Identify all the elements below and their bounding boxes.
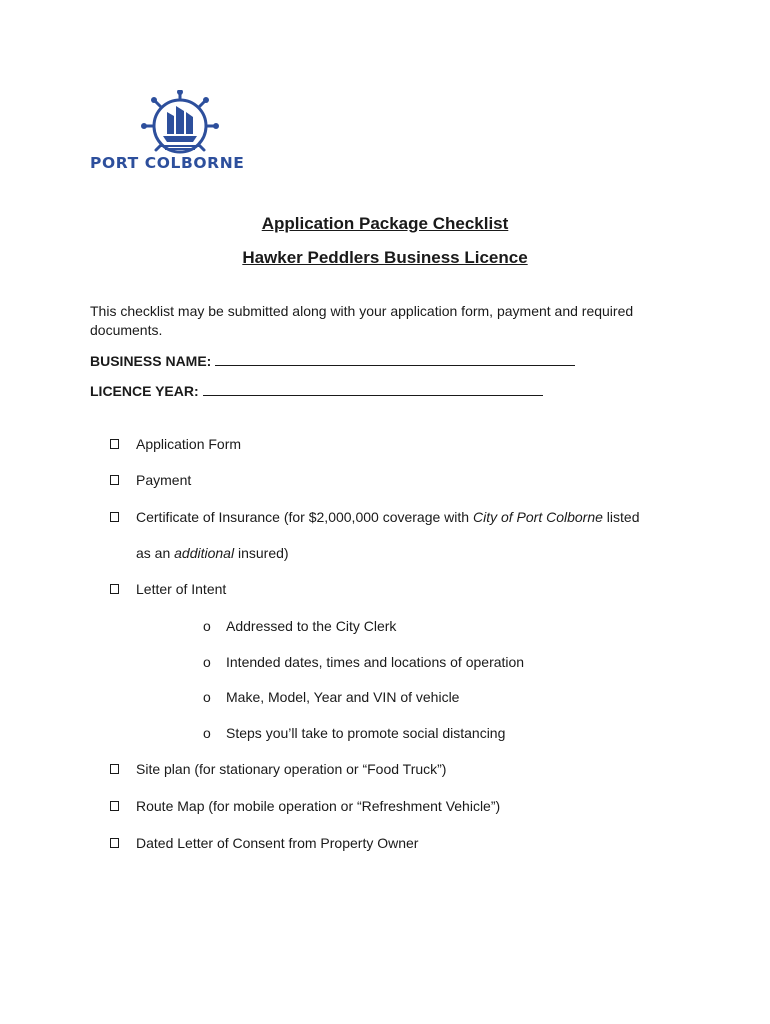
- business-name-label: BUSINESS NAME:: [90, 353, 212, 369]
- logo-wordmark: PORT COLBORNE: [90, 154, 245, 172]
- item-label: Letter of Intent: [136, 581, 227, 597]
- item-label: Certificate of Insurance (for $2,000,000 coverage with City of Port Colborne listed: [136, 509, 640, 525]
- bullet-icon: o: [203, 654, 211, 670]
- business-name-blank[interactable]: [215, 351, 575, 366]
- sub-item-label: Intended dates, times and locations of operation: [226, 654, 525, 670]
- checkbox-icon[interactable]: [110, 838, 119, 848]
- checkbox-icon[interactable]: [110, 512, 119, 522]
- ship-wheel-icon: [137, 90, 223, 156]
- intro-text: This checklist may be submitted along with your application form, payment and required documents.: [90, 303, 634, 338]
- item-label: Application Form: [136, 436, 242, 452]
- checkbox-icon[interactable]: [110, 584, 119, 594]
- bullet-icon: o: [203, 618, 211, 634]
- sub-item-label: Steps you’ll take to promote social distancing: [226, 725, 506, 741]
- sub-item-label: Make, Model, Year and VIN of vehicle: [226, 689, 460, 705]
- licence-year-field: [90, 381, 543, 399]
- sub-item-label: Addressed to the City Clerk: [226, 618, 397, 634]
- bullet-icon: o: [203, 725, 211, 741]
- item-label: Dated Letter of Consent from Property Owner: [136, 835, 419, 851]
- port-colborne-logo: [90, 90, 280, 178]
- licence-year-label: LICENCE YEAR:: [90, 383, 199, 399]
- licence-year-blank[interactable]: [203, 381, 543, 396]
- checkbox-icon[interactable]: [110, 439, 119, 449]
- item-label-continued: as an additional insured): [136, 545, 289, 561]
- item-label: Route Map (for mobile operation or “Refreshment Vehicle”): [136, 798, 501, 814]
- bullet-icon: o: [203, 689, 211, 705]
- business-name-field: [90, 351, 575, 369]
- page-title: Application Package Checklist: [261, 214, 509, 233]
- checkbox-icon[interactable]: [110, 475, 119, 485]
- item-label: Payment: [136, 472, 192, 488]
- checkbox-icon[interactable]: [110, 801, 119, 811]
- item-label: Site plan (for stationary operation or “Food Truck”): [136, 761, 447, 777]
- checkbox-icon[interactable]: [110, 764, 119, 774]
- page-subtitle: Hawker Peddlers Business Licence: [242, 248, 528, 267]
